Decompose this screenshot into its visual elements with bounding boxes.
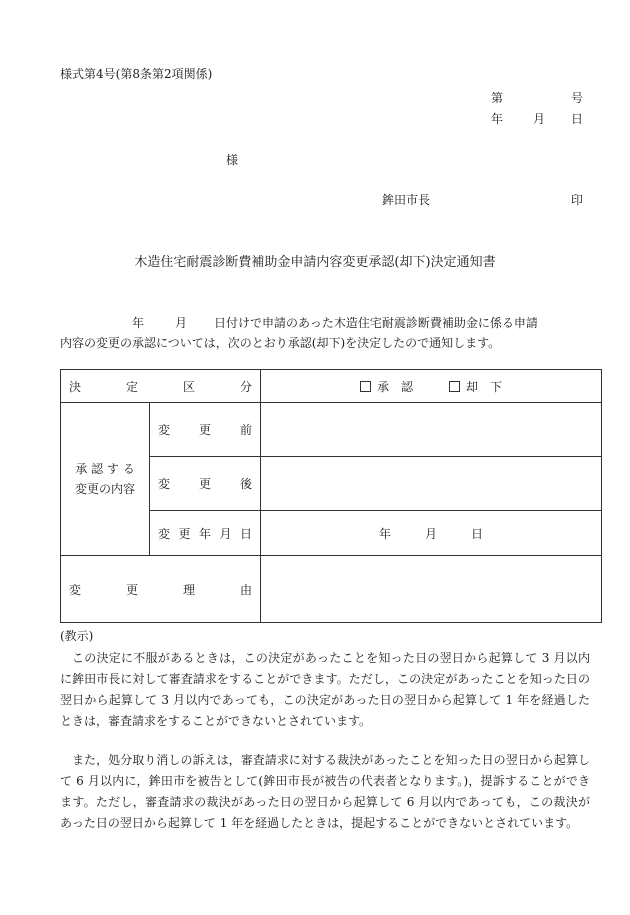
issuer-name: 鉾田市長 (382, 193, 431, 207)
label-char: 年 (198, 526, 211, 541)
after-label (158, 475, 252, 492)
number-suffix: 号 (571, 91, 584, 105)
notice-paragraph-1: この決定に不服があるときは，この決定があったことを知った日の翌日から起算して 3 月以内に鉾田市長に対して審査請求をすることができます。ただし，この決定があったことを知った日の翌日から起算して 3 月以内であっても，この決定があった日の翌日から起算して 1 年を経過したときは，審査請求をすることができないとされています。 (60, 651, 590, 728)
label-char: 由 (239, 582, 252, 597)
row-reason (61, 556, 602, 623)
notice-heading: (教示) (60, 629, 94, 643)
date-label-cell (150, 511, 261, 556)
label-char: 後 (239, 477, 252, 491)
date-label (158, 525, 252, 542)
reject-option[interactable] (449, 378, 502, 395)
label-char: 前 (239, 423, 252, 437)
form-number: 様式第4号(第8条第2項関係) (60, 67, 213, 81)
date-year: 年 (378, 526, 391, 541)
body-year: 年 (132, 316, 145, 330)
after-value-cell[interactable] (261, 457, 602, 511)
before-label-cell (150, 403, 261, 457)
body-text (60, 313, 590, 353)
label-char: 変 (158, 477, 171, 491)
approve-option[interactable] (360, 378, 413, 395)
label-char: 更 (178, 526, 191, 541)
approve-checkbox[interactable] (360, 381, 371, 392)
label-char: 変 (69, 582, 82, 597)
number-prefix: 第 (491, 91, 504, 105)
body-month: 月 (175, 316, 188, 330)
document-title: 木造住宅耐震診断費補助金申請内容変更承認(却下)決定通知書 (134, 255, 496, 270)
header-day: 日 (571, 112, 584, 126)
label-char: 定 (125, 379, 138, 394)
label-char: 決 (69, 379, 82, 394)
notice-paragraph-2: また，処分取り消しの訴えは，審査請求に対する裁決があったことを知った日の翌日から起算して 6 月以内に，鉾田市を被告として(鉾田市長が被告の代表者となります。)，提訴することができます。ただし，審査請求の裁決があった日の翌日から起算して 6 月以内であっても，この裁決があった日の翌日から起算して 1 年を経過したときは，提起することができないとされています。 (60, 753, 590, 830)
group-label-cell (61, 403, 150, 556)
date-day: 日 (471, 526, 484, 541)
decision-choice-cell (261, 370, 602, 403)
label-char: 変 (158, 423, 171, 437)
label-char: 理 (182, 582, 195, 597)
after-label-cell (150, 457, 261, 511)
reason-value-cell[interactable] (261, 556, 602, 623)
label-char: 日 (239, 526, 252, 541)
addressee-suffix: 様 (226, 153, 239, 167)
date-value-cell[interactable] (261, 511, 602, 556)
before-value-cell[interactable] (261, 403, 602, 457)
label-char: 変 (158, 526, 171, 541)
reject-label: 却 下 (466, 379, 503, 394)
decision-label (69, 378, 252, 395)
date-month: 月 (424, 526, 437, 541)
header-year: 年 (491, 112, 504, 126)
seal-mark: 印 (571, 193, 584, 207)
label-char: 更 (125, 582, 138, 597)
decision-label-cell (61, 370, 261, 403)
reject-checkbox[interactable] (449, 381, 460, 392)
label-char: 更 (198, 477, 211, 491)
label-char: 月 (219, 526, 232, 541)
before-label (158, 421, 252, 438)
label-char: 更 (198, 423, 211, 437)
body-line2: 内容の変更の承認については，次のとおり承認(却下)を決定したので通知します。 (60, 336, 501, 350)
header-month: 月 (533, 112, 546, 126)
body-line1: 日付けで申請のあった木造住宅耐震診断費補助金に係る申請 (214, 316, 538, 330)
reason-label-cell (61, 556, 261, 623)
label-char: 分 (239, 379, 252, 394)
label-char: 区 (182, 379, 195, 394)
decision-table (60, 369, 602, 623)
row-decision (61, 370, 602, 403)
reason-label (69, 581, 252, 598)
row-before (61, 403, 602, 457)
approve-label: 承 認 (376, 379, 413, 394)
group-label: 承 認 す る 変更の内容 (74, 462, 135, 496)
